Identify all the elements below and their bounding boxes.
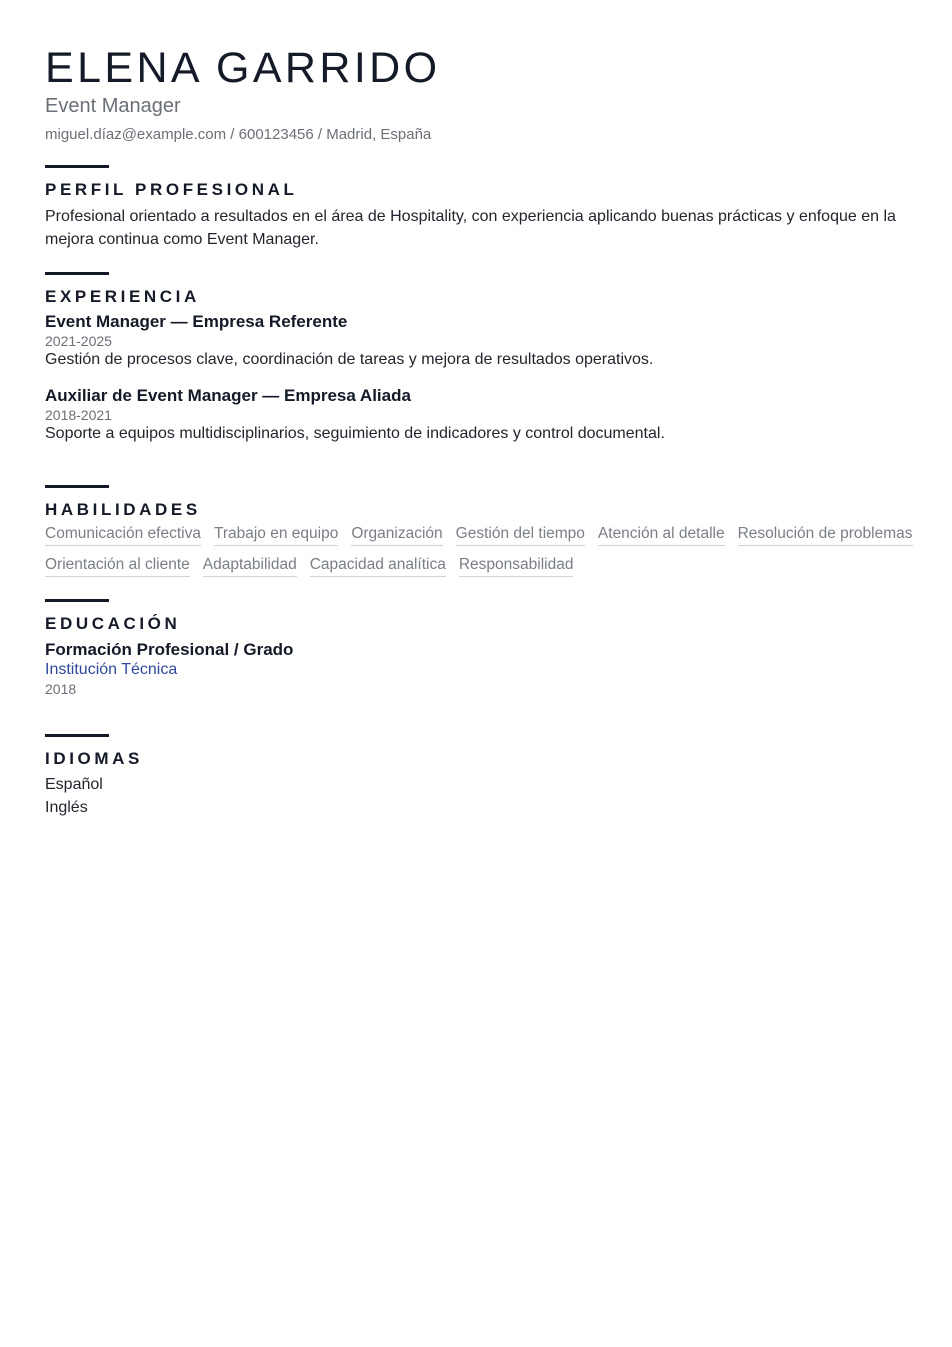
section-title-languages: IDIOMAS [45, 749, 143, 768]
languages-section [45, 734, 907, 819]
skill-tag: Gestión del tiempo [456, 524, 585, 546]
section-title-education: EDUCACIÓN [45, 614, 181, 633]
languages-list [45, 773, 907, 819]
education-school: Institución Técnica [45, 661, 178, 678]
job-entry [45, 386, 907, 445]
job-description: Gestión de procesos clave, coordinación de tareas y mejora de resultados operativos. [45, 351, 654, 368]
skill-tag: Orientación al cliente [45, 555, 190, 577]
profile-section [45, 165, 907, 251]
section-divider [45, 734, 109, 737]
job-title: Event Manager — Empresa Referente [45, 312, 348, 331]
language-item: Español [45, 776, 103, 793]
profile-text: Profesional orientado a resultados en el área de Hospitality, con experiencia aplicando buenas prácticas y enfoque en la mejora continua como Event Manager. [45, 208, 896, 248]
education-year: 2018 [45, 681, 77, 697]
skill-tag: Trabajo en equipo [214, 524, 338, 546]
skills-section [45, 485, 913, 577]
job-dates: 2021-2025 [45, 333, 112, 349]
skill-tag: Atención al detalle [598, 524, 725, 546]
skill-tag: Capacidad analítica [310, 555, 446, 577]
skill-tag: Comunicación efectiva [45, 524, 201, 546]
skill-tag: Organización [351, 524, 442, 546]
section-divider [45, 165, 109, 168]
section-title-skills: HABILIDADES [45, 500, 201, 519]
experience-section [45, 272, 907, 445]
section-divider [45, 485, 109, 488]
skill-tag: Responsabilidad [459, 555, 574, 577]
section-title-profile: PERFIL PROFESIONAL [45, 180, 298, 199]
section-title-experience: EXPERIENCIA [45, 287, 200, 306]
section-divider [45, 599, 109, 602]
candidate-role: Event Manager [45, 95, 181, 117]
education-section [45, 599, 907, 698]
skills-list [45, 524, 915, 577]
skill-tag: Resolución de problemas [738, 524, 913, 546]
job-dates: 2018-2021 [45, 407, 112, 423]
job-title: Auxiliar de Event Manager — Empresa Aliada [45, 386, 411, 405]
contact-line: miguel.díaz@example.com / 600123456 / Madrid, España [45, 126, 432, 143]
job-entry [45, 312, 907, 371]
education-degree: Formación Profesional / Grado [45, 640, 294, 659]
job-description: Soporte a equipos multidisciplinarios, seguimiento de indicadores y control documental. [45, 425, 665, 442]
candidate-name: ELENA GARRIDO [45, 44, 441, 92]
skill-tag: Adaptabilidad [203, 555, 297, 577]
section-divider [45, 272, 109, 275]
language-item: Inglés [45, 799, 88, 816]
